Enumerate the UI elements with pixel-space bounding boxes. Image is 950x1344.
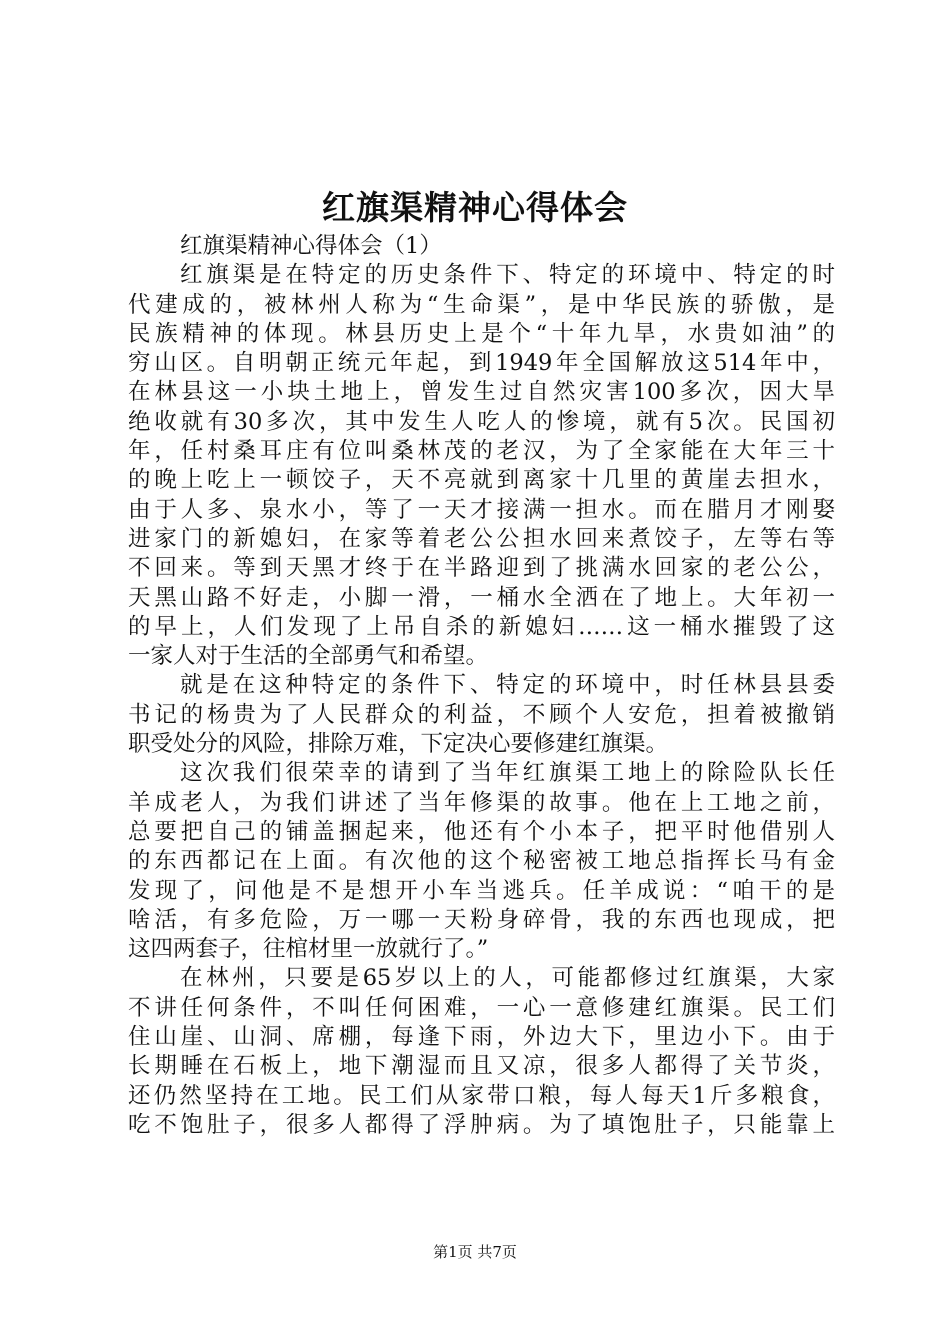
text-line: 天黑山路不好走，小脚一滑，一桶水全洒在了地上。大年初一 [128, 584, 835, 611]
document-body [128, 232, 835, 1140]
text-line: 还仍然坚持在工地。民工们从家带口粮，每人每天1斤多粮食， [128, 1082, 835, 1109]
text-line: 吃不饱肚子，很多人都得了浮肿病。为了填饱肚子，只能靠上 [128, 1111, 835, 1138]
text-line: 一家人对于生活的全部勇气和希望。 [128, 643, 489, 670]
text-line: 羊成老人，为我们讲述了当年修渠的故事。他在上工地之前， [128, 789, 835, 816]
text-line: 啥活，有多危险，万一哪一天粉身碎骨，我的东西也现成，把 [128, 906, 835, 933]
page-footer: 第1页 共7页 [433, 1243, 517, 1261]
text-line: 穷山区。自明朝正统元年起，到1949年全国解放这514年中， [128, 350, 835, 377]
text-line: 代建成的，被林州人称为“生命渠”，是中华民族的骄傲，是 [128, 291, 835, 318]
text-line: 发现了，问他是不是想开小车当逃兵。任羊成说：“咱干的是 [128, 877, 835, 904]
document-title: 红旗渠精神心得体会 [322, 188, 628, 227]
text-line: 由于人多、泉水小，等了一天才接满一担水。而在腊月才刚娶 [128, 496, 835, 523]
text-line: 的东西都记在上面。有次他的这个秘密被工地总指挥长马有金 [128, 848, 835, 875]
text-line: 的早上，人们发现了上吊自杀的新媳妇……这一桶水摧毁了这 [128, 613, 835, 640]
text-line: 书记的杨贵为了人民群众的利益，不顾个人安危，担着被撤销 [128, 701, 835, 728]
text-line: 住山崖、山洞、席棚，每逢下雨，外边大下，里边小下。由于 [128, 1024, 835, 1051]
text-line: 不回来。等到天黑才终于在半路迎到了挑满水回家的老公公， [128, 555, 835, 582]
text-line: 在林州，只要是65岁以上的人，可能都修过红旗渠，大家 [180, 965, 835, 992]
text-line: 在林县这一小块土地上，曾发生过自然灾害100多次，因大旱 [128, 379, 835, 406]
text-line: 职受处分的风险，排除万难，下定决心要修建红旗渠。 [128, 731, 669, 758]
text-line: 红旗渠是在特定的历史条件下、特定的环境中、特定的时 [180, 262, 835, 289]
text-line: 总要把自己的铺盖捆起来，他还有个小本子，把平时他借别人 [128, 818, 835, 845]
text-line: 就是在这种特定的条件下、特定的环境中，时任林县县委 [180, 672, 835, 699]
text-line: 不讲任何条件，不叫任何困难，一心一意修建红旗渠。民工们 [128, 994, 835, 1021]
text-line: 民族精神的体现。林县历史上是个“十年九旱，水贵如油”的 [128, 320, 835, 347]
text-line: 红旗渠精神心得体会（1） [180, 233, 442, 259]
text-line: 这四两套子，往棺材里一放就行了。” [128, 936, 489, 963]
text-line: 这次我们很荣幸的请到了当年红旗渠工地上的除险队长任 [180, 760, 835, 787]
text-line: 年，任村桑耳庄有位叫桑林茂的老汉，为了全家能在大年三十 [128, 438, 835, 465]
text-line: 进家门的新媳妇，在家等着老公公担水回来煮饺子，左等右等 [128, 525, 835, 552]
text-line: 绝收就有30多次，其中发生人吃人的惨境，就有5次。民国初 [128, 408, 835, 435]
text-line: 的晚上吃上一顿饺子，天不亮就到离家十几里的黄崖去担水， [128, 467, 835, 494]
text-line: 长期睡在石板上，地下潮湿而且又凉，很多人都得了关节炎， [128, 1053, 835, 1080]
